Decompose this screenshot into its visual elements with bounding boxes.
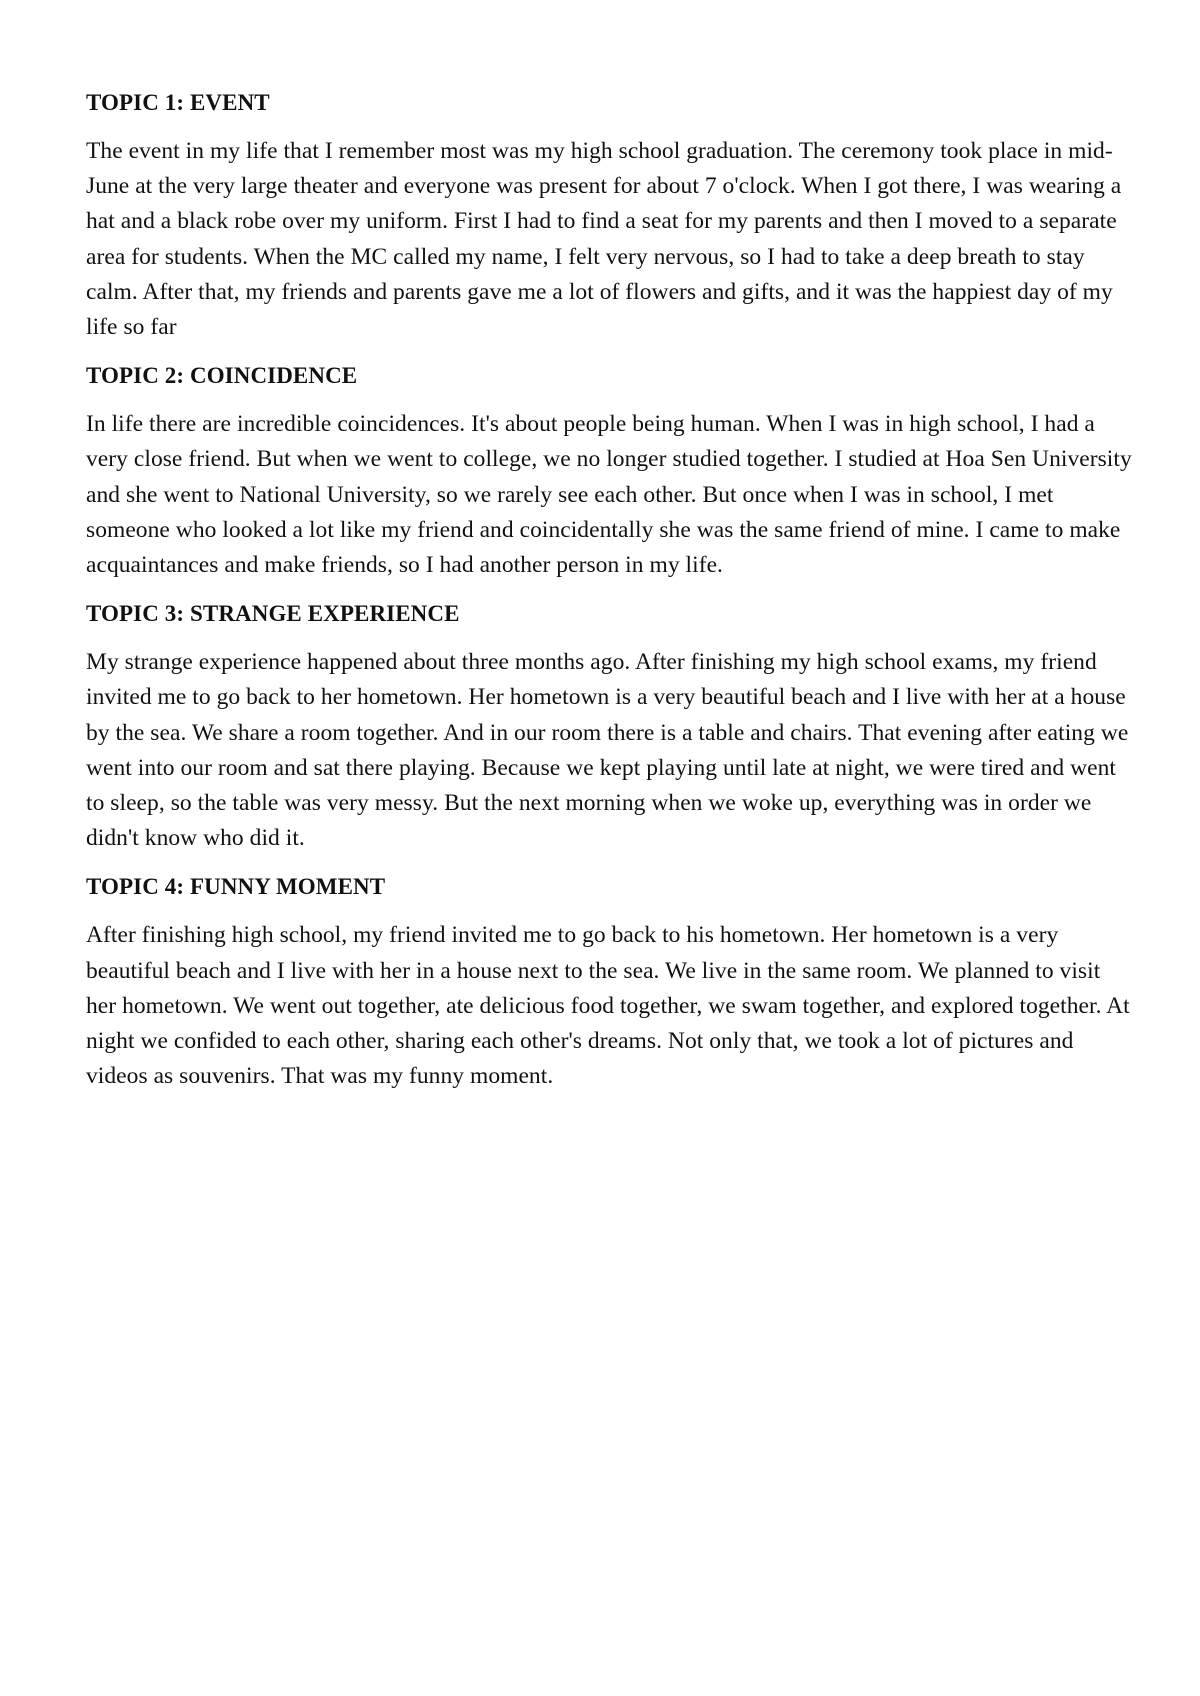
topic-4-paragraph: After finishing high school, my friend invited me to go back to his hometown. Her hometown is a very beautiful beach and I live with her in a house next to the sea. We live in the same room. We planned to visit her hometown. We went out together, ate delicious food together, we swam together, and explored together. At night we confided to each other, sharing each other's dreams. Not only that, we took a lot of pictures and videos as souvenirs. That was my funny moment. [86, 922, 1130, 1090]
topic-3-paragraph: My strange experience happened about three months ago. After finishing my high school exams, my friend invited me to go back to her hometown. Her hometown is a very beautiful beach and I live with her at a house by the sea. We share a room together. And in our room there is a table and chairs. That evening after eating we went into our room and sat there playing. Because we kept playing until late at night, we were tired and went to sleep, so the table was very messy. But the next morning when we woke up, everything was in order we didn't know who did it. [86, 649, 1129, 852]
topic-2-section [86, 359, 1136, 583]
topic-4-section [86, 870, 1136, 1094]
topic-2-heading: TOPIC 2: COINCIDENCE [86, 363, 358, 389]
topic-3-heading: TOPIC 3: STRANGE EXPERIENCE [86, 601, 460, 627]
topic-1-paragraph: The event in my life that I remember most was my high school graduation. The ceremony took place in mid-June at the very large theater and everyone was present for about 7 o'clock. When I got there, I was wearing a hat and a black robe over my uniform. First I had to find a seat for my parents and then I moved to a separate area for students. When the MC called my name, I felt very nervous, so I had to take a deep breath to stay calm. After that, my friends and parents gave me a lot of flowers and gifts, and it was the happiest day of my life so far [86, 138, 1122, 341]
topic-1-heading: TOPIC 1: EVENT [86, 90, 270, 115]
document-page [86, 86, 1136, 1108]
topic-2-paragraph: In life there are incredible coincidences. It's about people being human. When I was in high school, I had a very close friend. But when we went to college, we no longer studied together. I studied at Hoa Sen University and she went to National University, so we rarely see each other. But once when I was in school, I met someone who looked a lot like my friend and coincidentally she was the same friend of mine. I came to make acquaintances and make friends, so I had another person in my life. [86, 411, 1132, 579]
topic-1-section [86, 86, 1136, 345]
topic-3-section [86, 597, 1136, 856]
topic-4-heading: TOPIC 4: FUNNY MOMENT [86, 874, 386, 900]
